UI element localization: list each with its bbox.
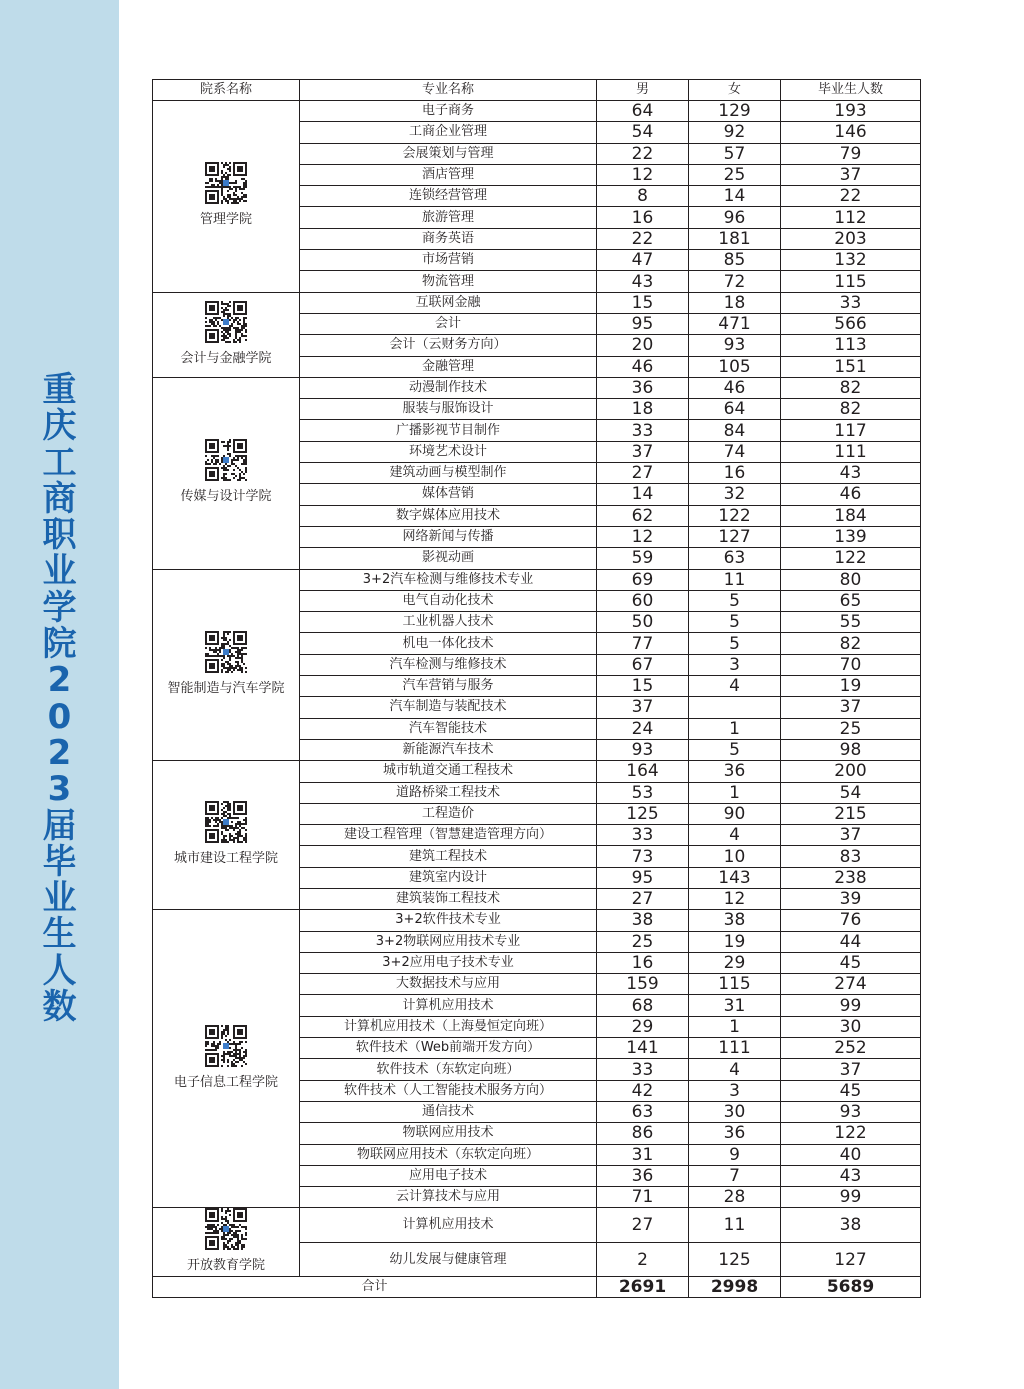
total-row: [153, 1277, 921, 1298]
college-name: 管理学院: [199, 212, 252, 228]
total-cell: 274: [781, 974, 921, 995]
total-cell: 54: [781, 782, 921, 803]
female-cell: 3: [689, 1080, 781, 1101]
title-char: 职: [42, 515, 77, 556]
major-cell: 工业机器人技术: [300, 612, 597, 633]
qr-code-icon: [205, 631, 247, 673]
total-cell: 93: [781, 1101, 921, 1122]
male-cell: 69: [597, 569, 689, 590]
female-cell: 1: [689, 718, 781, 739]
male-cell: 47: [597, 250, 689, 271]
total-cell: 25: [781, 718, 921, 739]
female-cell: 4: [689, 676, 781, 697]
total-cell: 115: [781, 271, 921, 292]
female-cell: 63: [689, 548, 781, 569]
male-cell: 36: [597, 377, 689, 398]
male-cell: 27: [597, 888, 689, 909]
header-total: 毕业生人数: [781, 80, 921, 101]
major-cell: 影视动画: [300, 548, 597, 569]
major-cell: 新能源汽车技术: [300, 739, 597, 760]
total-cell: 83: [781, 846, 921, 867]
male-cell: 8: [597, 186, 689, 207]
title-char: 重: [42, 370, 77, 410]
major-cell: 3+2汽车检测与维修技术专业: [300, 569, 597, 590]
female-cell: 10: [689, 846, 781, 867]
female-cell: 1: [689, 782, 781, 803]
major-cell: 连锁经营管理: [300, 186, 597, 207]
total-cell: 45: [781, 1080, 921, 1101]
total-cell: 238: [781, 867, 921, 888]
male-cell: 125: [597, 803, 689, 824]
total-sum: 5689: [781, 1277, 921, 1298]
total-cell: 112: [781, 207, 921, 228]
total-cell: 111: [781, 441, 921, 462]
major-cell: 机电一体化技术: [300, 633, 597, 654]
major-cell: 物联网应用技术（东软定向班）: [300, 1144, 597, 1165]
female-cell: 9: [689, 1144, 781, 1165]
college-cell: [153, 761, 300, 910]
total-cell: 38: [781, 1208, 921, 1243]
major-cell: 互联网金融: [300, 292, 597, 313]
total-cell: 55: [781, 612, 921, 633]
male-cell: 71: [597, 1187, 689, 1208]
male-cell: 37: [597, 697, 689, 718]
title-char: 院: [42, 624, 77, 665]
vertical-title: [0, 370, 119, 1028]
female-cell: 127: [689, 526, 781, 547]
male-cell: 33: [597, 1059, 689, 1080]
total-cell: 139: [781, 526, 921, 547]
male-cell: 64: [597, 101, 689, 122]
major-cell: 汽车智能技术: [300, 718, 597, 739]
major-cell: 建筑室内设计: [300, 867, 597, 888]
male-cell: 86: [597, 1123, 689, 1144]
female-cell: 72: [689, 271, 781, 292]
total-cell: 200: [781, 761, 921, 782]
female-cell: 90: [689, 803, 781, 824]
major-cell: 软件技术（人工智能技术服务方向）: [300, 1080, 597, 1101]
major-cell: 汽车制造与装配技术: [300, 697, 597, 718]
total-cell: 82: [781, 399, 921, 420]
male-cell: 22: [597, 228, 689, 249]
major-cell: 软件技术（东软定向班）: [300, 1059, 597, 1080]
female-cell: 16: [689, 463, 781, 484]
total-cell: 37: [781, 1059, 921, 1080]
male-cell: 95: [597, 313, 689, 334]
female-cell: 111: [689, 1038, 781, 1059]
total-cell: 122: [781, 1123, 921, 1144]
female-cell: 38: [689, 910, 781, 931]
qr-code-icon: [205, 301, 247, 343]
total-cell: 146: [781, 122, 921, 143]
female-cell: 93: [689, 335, 781, 356]
college-cell: [153, 101, 300, 293]
title-char: 2: [47, 660, 72, 701]
male-cell: 24: [597, 718, 689, 739]
graduates-table: [152, 79, 921, 1298]
qr-code-icon: [205, 1025, 247, 1067]
title-char: 业: [42, 878, 77, 919]
female-cell: 5: [689, 633, 781, 654]
college-name: 会计与金融学院: [180, 350, 272, 366]
total-male: 2691: [597, 1277, 689, 1298]
title-char: 届: [42, 805, 77, 846]
major-cell: 幼儿发展与健康管理: [300, 1242, 597, 1277]
major-cell: 酒店管理: [300, 164, 597, 185]
title-char: 生: [42, 914, 77, 955]
title-char: 学: [42, 587, 77, 628]
male-cell: 29: [597, 1016, 689, 1037]
major-cell: 市场营销: [300, 250, 597, 271]
total-cell: 39: [781, 888, 921, 909]
total-cell: 132: [781, 250, 921, 271]
female-cell: 143: [689, 867, 781, 888]
total-cell: 37: [781, 697, 921, 718]
female-cell: 105: [689, 356, 781, 377]
male-cell: 31: [597, 1144, 689, 1165]
male-cell: 164: [597, 761, 689, 782]
total-cell: 37: [781, 164, 921, 185]
major-cell: 建设工程管理（智慧建造管理方向）: [300, 825, 597, 846]
male-cell: 37: [597, 441, 689, 462]
male-cell: 12: [597, 526, 689, 547]
female-cell: 74: [689, 441, 781, 462]
male-cell: 16: [597, 952, 689, 973]
male-cell: 62: [597, 505, 689, 526]
female-cell: 471: [689, 313, 781, 334]
total-cell: 122: [781, 548, 921, 569]
table-row: [153, 101, 921, 122]
male-cell: 14: [597, 484, 689, 505]
qr-code-icon: [205, 1208, 247, 1250]
header-female: 女: [689, 80, 781, 101]
male-cell: 12: [597, 164, 689, 185]
major-cell: 会计: [300, 313, 597, 334]
table-row: [153, 761, 921, 782]
title-char: 2: [47, 732, 72, 773]
title-char: 业: [42, 551, 77, 592]
female-cell: 3: [689, 654, 781, 675]
major-cell: 通信技术: [300, 1101, 597, 1122]
male-cell: 73: [597, 846, 689, 867]
major-cell: 电子商务: [300, 101, 597, 122]
qr-code-icon: [205, 439, 247, 481]
male-cell: 27: [597, 1208, 689, 1243]
female-cell: 29: [689, 952, 781, 973]
college-name: 电子信息工程学院: [173, 1074, 278, 1090]
major-cell: 工程造价: [300, 803, 597, 824]
female-cell: 5: [689, 739, 781, 760]
title-char: 3: [47, 769, 72, 810]
major-cell: 3+2应用电子技术专业: [300, 952, 597, 973]
major-cell: 电气自动化技术: [300, 590, 597, 611]
male-cell: 27: [597, 463, 689, 484]
total-cell: 127: [781, 1242, 921, 1277]
title-char: 人: [42, 950, 77, 991]
header-college: 院系名称: [153, 80, 300, 101]
female-cell: [689, 697, 781, 718]
major-cell: 建筑工程技术: [300, 846, 597, 867]
male-cell: 46: [597, 356, 689, 377]
female-cell: 31: [689, 995, 781, 1016]
female-cell: 96: [689, 207, 781, 228]
female-cell: 46: [689, 377, 781, 398]
total-female: 2998: [689, 1277, 781, 1298]
major-cell: 数字媒体应用技术: [300, 505, 597, 526]
college-name: 传媒与设计学院: [180, 489, 272, 505]
female-cell: 125: [689, 1242, 781, 1277]
total-cell: 566: [781, 313, 921, 334]
female-cell: 7: [689, 1165, 781, 1186]
male-cell: 36: [597, 1165, 689, 1186]
male-cell: 68: [597, 995, 689, 1016]
male-cell: 15: [597, 292, 689, 313]
female-cell: 57: [689, 143, 781, 164]
total-cell: 65: [781, 590, 921, 611]
male-cell: 67: [597, 654, 689, 675]
female-cell: 1: [689, 1016, 781, 1037]
major-cell: 旅游管理: [300, 207, 597, 228]
total-cell: 184: [781, 505, 921, 526]
male-cell: 141: [597, 1038, 689, 1059]
major-cell: 环境艺术设计: [300, 441, 597, 462]
male-cell: 77: [597, 633, 689, 654]
major-cell: 3+2软件技术专业: [300, 910, 597, 931]
total-cell: 70: [781, 654, 921, 675]
male-cell: 95: [597, 867, 689, 888]
female-cell: 36: [689, 1123, 781, 1144]
title-char: 工: [42, 442, 77, 483]
total-cell: 19: [781, 676, 921, 697]
total-cell: 37: [781, 825, 921, 846]
sidebar-band: [0, 0, 119, 1389]
female-cell: 129: [689, 101, 781, 122]
total-cell: 252: [781, 1038, 921, 1059]
major-cell: 云计算技术与应用: [300, 1187, 597, 1208]
female-cell: 30: [689, 1101, 781, 1122]
table-row: [153, 910, 921, 931]
major-cell: 计算机应用技术: [300, 1208, 597, 1243]
female-cell: 18: [689, 292, 781, 313]
male-cell: 33: [597, 420, 689, 441]
male-cell: 15: [597, 676, 689, 697]
major-cell: 汽车检测与维修技术: [300, 654, 597, 675]
major-cell: 会计（云财务方向）: [300, 335, 597, 356]
total-label: 合计: [153, 1277, 597, 1298]
title-char: 庆: [42, 406, 77, 447]
male-cell: 63: [597, 1101, 689, 1122]
major-cell: 物流管理: [300, 271, 597, 292]
female-cell: 5: [689, 590, 781, 611]
female-cell: 28: [689, 1187, 781, 1208]
table-row: [153, 377, 921, 398]
college-cell: [153, 569, 300, 761]
major-cell: 会展策划与管理: [300, 143, 597, 164]
male-cell: 50: [597, 612, 689, 633]
major-cell: 媒体营销: [300, 484, 597, 505]
male-cell: 2: [597, 1242, 689, 1277]
table-header-row: [153, 80, 921, 101]
major-cell: 商务英语: [300, 228, 597, 249]
title-char: 0: [47, 696, 72, 737]
male-cell: 16: [597, 207, 689, 228]
female-cell: 4: [689, 825, 781, 846]
major-cell: 城市轨道交通工程技术: [300, 761, 597, 782]
major-cell: 软件技术（Web前端开发方向）: [300, 1038, 597, 1059]
female-cell: 92: [689, 122, 781, 143]
total-cell: 30: [781, 1016, 921, 1037]
female-cell: 11: [689, 1208, 781, 1243]
male-cell: 59: [597, 548, 689, 569]
title-char: 毕: [42, 841, 77, 882]
total-cell: 99: [781, 1187, 921, 1208]
college-name: 智能制造与汽车学院: [167, 680, 285, 696]
male-cell: 20: [597, 335, 689, 356]
total-cell: 82: [781, 633, 921, 654]
table-row: [153, 1208, 921, 1243]
qr-code-icon: [205, 801, 247, 843]
male-cell: 43: [597, 271, 689, 292]
college-cell: [153, 292, 300, 377]
total-cell: 76: [781, 910, 921, 931]
total-cell: 113: [781, 335, 921, 356]
major-cell: 广播影视节目制作: [300, 420, 597, 441]
total-cell: 43: [781, 463, 921, 484]
major-cell: 3+2物联网应用技术专业: [300, 931, 597, 952]
major-cell: 服装与服饰设计: [300, 399, 597, 420]
title-char: 商: [42, 478, 77, 519]
college-name: 开放教育学院: [186, 1258, 265, 1274]
total-cell: 99: [781, 995, 921, 1016]
total-cell: 82: [781, 377, 921, 398]
college-cell: [153, 1208, 300, 1277]
female-cell: 32: [689, 484, 781, 505]
male-cell: 38: [597, 910, 689, 931]
male-cell: 53: [597, 782, 689, 803]
total-cell: 98: [781, 739, 921, 760]
major-cell: 物联网应用技术: [300, 1123, 597, 1144]
college-name: 城市建设工程学院: [173, 851, 278, 867]
major-cell: 道路桥梁工程技术: [300, 782, 597, 803]
total-cell: 203: [781, 228, 921, 249]
total-cell: 193: [781, 101, 921, 122]
title-char: 数: [42, 987, 77, 1028]
header-major: 专业名称: [300, 80, 597, 101]
female-cell: 14: [689, 186, 781, 207]
major-cell: 应用电子技术: [300, 1165, 597, 1186]
major-cell: 建筑装饰工程技术: [300, 888, 597, 909]
female-cell: 25: [689, 164, 781, 185]
male-cell: 60: [597, 590, 689, 611]
female-cell: 181: [689, 228, 781, 249]
total-cell: 151: [781, 356, 921, 377]
total-cell: 117: [781, 420, 921, 441]
female-cell: 85: [689, 250, 781, 271]
male-cell: 18: [597, 399, 689, 420]
major-cell: 网络新闻与传播: [300, 526, 597, 547]
major-cell: 计算机应用技术（上海曼恒定向班）: [300, 1016, 597, 1037]
total-cell: 45: [781, 952, 921, 973]
male-cell: 22: [597, 143, 689, 164]
total-cell: 215: [781, 803, 921, 824]
total-cell: 22: [781, 186, 921, 207]
female-cell: 122: [689, 505, 781, 526]
total-cell: 43: [781, 1165, 921, 1186]
male-cell: 42: [597, 1080, 689, 1101]
female-cell: 115: [689, 974, 781, 995]
male-cell: 159: [597, 974, 689, 995]
table-row: [153, 569, 921, 590]
male-cell: 93: [597, 739, 689, 760]
male-cell: 33: [597, 825, 689, 846]
qr-code-icon: [205, 162, 247, 204]
female-cell: 84: [689, 420, 781, 441]
total-cell: 40: [781, 1144, 921, 1165]
total-cell: 44: [781, 931, 921, 952]
major-cell: 工商企业管理: [300, 122, 597, 143]
header-male: 男: [597, 80, 689, 101]
total-cell: 33: [781, 292, 921, 313]
major-cell: 计算机应用技术: [300, 995, 597, 1016]
major-cell: 汽车营销与服务: [300, 676, 597, 697]
female-cell: 5: [689, 612, 781, 633]
major-cell: 金融管理: [300, 356, 597, 377]
major-cell: 建筑动画与模型制作: [300, 463, 597, 484]
total-cell: 80: [781, 569, 921, 590]
female-cell: 64: [689, 399, 781, 420]
male-cell: 54: [597, 122, 689, 143]
female-cell: 12: [689, 888, 781, 909]
female-cell: 11: [689, 569, 781, 590]
major-cell: 大数据技术与应用: [300, 974, 597, 995]
female-cell: 19: [689, 931, 781, 952]
college-cell: [153, 910, 300, 1208]
female-cell: 4: [689, 1059, 781, 1080]
major-cell: 动漫制作技术: [300, 377, 597, 398]
college-cell: [153, 377, 300, 569]
total-cell: 79: [781, 143, 921, 164]
female-cell: 36: [689, 761, 781, 782]
male-cell: 25: [597, 931, 689, 952]
table-row: [153, 292, 921, 313]
total-cell: 46: [781, 484, 921, 505]
